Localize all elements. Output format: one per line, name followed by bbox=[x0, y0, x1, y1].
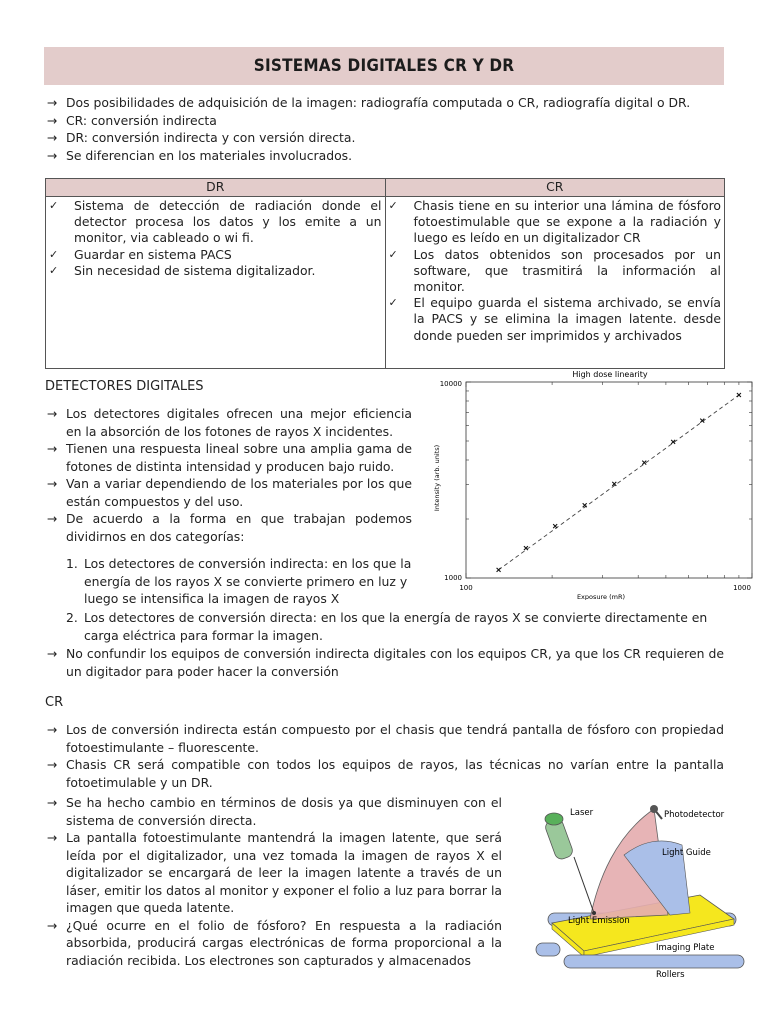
item-number: 2. bbox=[66, 610, 78, 625]
comparison-table bbox=[45, 178, 725, 369]
x-tick-label-right: 1000 bbox=[733, 584, 751, 592]
label-laser: Laser bbox=[570, 808, 594, 818]
y-tick-label-top: 10000 bbox=[439, 380, 462, 388]
y-tick-label-bottom: 1000 bbox=[444, 574, 462, 582]
categories-list bbox=[44, 555, 416, 608]
item-text: Los detectores de conversión indirecta: en los que la energía de los rayos X se convierte primero en luz y luego se intensifica la imagen de rayos X bbox=[84, 556, 412, 606]
laser-beam bbox=[574, 857, 594, 913]
data-point bbox=[737, 393, 741, 397]
y-axis-label: Intensity (arb. units) bbox=[433, 444, 441, 512]
check-item: ✓ Los datos obtenidos son procesados por un software, que trasmitirá la información al monitor. bbox=[389, 247, 722, 296]
list-item: → Se ha hecho cambio en términos de dosis ya que disminuyen con el sistema de conversión directa. bbox=[44, 794, 502, 829]
label-photodetector: Photodetector bbox=[664, 810, 725, 820]
check-item: ✓ El equipo guarda el sistema archivado, se envía la PACS y se elimina la imagen latente. desde donde pueden ser imprimidos y archivados bbox=[389, 295, 722, 344]
list-item: → No confundir los equipos de conversión indirecta digitales con los equipos CR, ya que los CR requieren de un digitador para poder hacer la conversión bbox=[44, 645, 724, 680]
roller-bottom bbox=[536, 943, 560, 956]
linearity-chart bbox=[426, 366, 756, 600]
table-header-cr: CR bbox=[385, 179, 725, 197]
cr-reader-diagram bbox=[512, 795, 752, 995]
list-item: → Los de conversión indirecta están compuesto por el chasis que tendrá pantalla de fósforo con propiedad fotoestimulante – fluorescente. bbox=[44, 721, 724, 756]
label-light-emission: Light Emission bbox=[568, 916, 630, 926]
list-item: → La pantalla fotoestimulante mantendrá la imagen latente, que será leída por el digitalizador, una vez tomada la imagen de rayos X el digitalizador se encargará de leer la imagen latente a través de un láser, emitir los datos al monitor y exponer el folio a luz para borrar la imagen que queda latente. bbox=[44, 829, 502, 917]
dr-cell bbox=[46, 197, 386, 369]
table-header-dr: DR bbox=[46, 179, 386, 197]
section-heading-detectores: DETECTORES DIGITALES bbox=[45, 379, 204, 394]
list-item: → De acuerdo a la forma en que trabajan podemos dividirnos en dos categorías: bbox=[44, 510, 412, 545]
list-item: → Los detectores digitales ofrecen una mejor eficiencia en la absorción de los fotones de rayos X incidentes. bbox=[44, 405, 412, 440]
x-axis-label: Exposure (mR) bbox=[576, 593, 626, 600]
section-heading-cr: CR bbox=[45, 695, 64, 710]
table-header-row bbox=[46, 179, 725, 197]
cr-list-wide bbox=[44, 721, 724, 791]
roller-front bbox=[564, 955, 744, 968]
data-point bbox=[553, 524, 557, 528]
data-point bbox=[583, 503, 587, 507]
item-text: Los detectores de conversión directa: en los que la energía de rayos X se convierte directamente en carga eléctrica para formar la imagen. bbox=[84, 610, 708, 643]
x-tick-label-left: 100 bbox=[459, 584, 473, 592]
label-light-guide: Light Guide bbox=[662, 848, 711, 858]
laser-icon bbox=[544, 813, 575, 861]
check-item: ✓ Sin necesidad de sistema digitalizador. bbox=[49, 263, 382, 279]
intro-item: → DR: conversión indirecta y con versión directa. bbox=[44, 129, 734, 147]
list-item: → Van a variar dependiendo de los materiales por los que están compuestos y del uso. bbox=[44, 475, 412, 510]
list-item bbox=[44, 609, 726, 644]
list-item: → Tienen una respuesta lineal sobre una amplia gama de fotones de distinta intensidad y producen bajo ruido. bbox=[44, 440, 412, 475]
cr-cell bbox=[385, 197, 725, 369]
list-item bbox=[44, 555, 416, 608]
data-point bbox=[497, 568, 501, 572]
chart-marks bbox=[497, 393, 741, 572]
data-point bbox=[524, 546, 528, 550]
item-number: 1. bbox=[66, 556, 78, 571]
plot-frame bbox=[466, 382, 752, 578]
list-item: → Chasis CR será compatible con todos los equipos de rayos, las técnicas no varían entre la pantalla fotoetimulable y un DR. bbox=[44, 756, 724, 791]
intro-item: → Dos posibilidades de adquisición de la imagen: radiografía computada o CR, radiografía digital o DR. bbox=[44, 94, 734, 112]
detectores-note bbox=[44, 645, 724, 680]
check-item: ✓ Guardar en sistema PACS bbox=[49, 247, 382, 263]
list-item: → ¿Qué ocurre en el folio de fósforo? En respuesta a la radiación absorbida, producirá cargas electrónicas de forma proporcional a la radiación recibida. Los electrones son capturados y almacenados bbox=[44, 917, 502, 970]
cr-list-narrow bbox=[44, 794, 502, 969]
page-title: SISTEMAS DIGITALES CR Y DR bbox=[253, 56, 515, 76]
categories-list-2 bbox=[44, 609, 726, 644]
check-item: ✓ Sistema de detección de radiación donde el detector procesa los datos y los emite a un monitor, via cableado o wi fi. bbox=[49, 198, 382, 247]
title-bar bbox=[44, 47, 724, 85]
light-emission-spot bbox=[592, 911, 596, 915]
detectores-list bbox=[44, 405, 412, 545]
check-item: ✓ Chasis tiene en su interior una lámina de fósforo fotoestimulable que se expone a la radiación y luego es leído en un digitalizador CR bbox=[389, 198, 722, 247]
label-rollers: Rollers bbox=[656, 970, 685, 980]
intro-item: → CR: conversión indirecta bbox=[44, 112, 734, 130]
chart-ticks bbox=[466, 382, 752, 578]
intro-list bbox=[44, 94, 734, 164]
table-row bbox=[46, 197, 725, 369]
label-imaging-plate: Imaging Plate bbox=[656, 943, 715, 953]
chart-title: High dose linearity bbox=[572, 370, 648, 379]
intro-item: → Se diferencian en los materiales involucrados. bbox=[44, 147, 734, 165]
